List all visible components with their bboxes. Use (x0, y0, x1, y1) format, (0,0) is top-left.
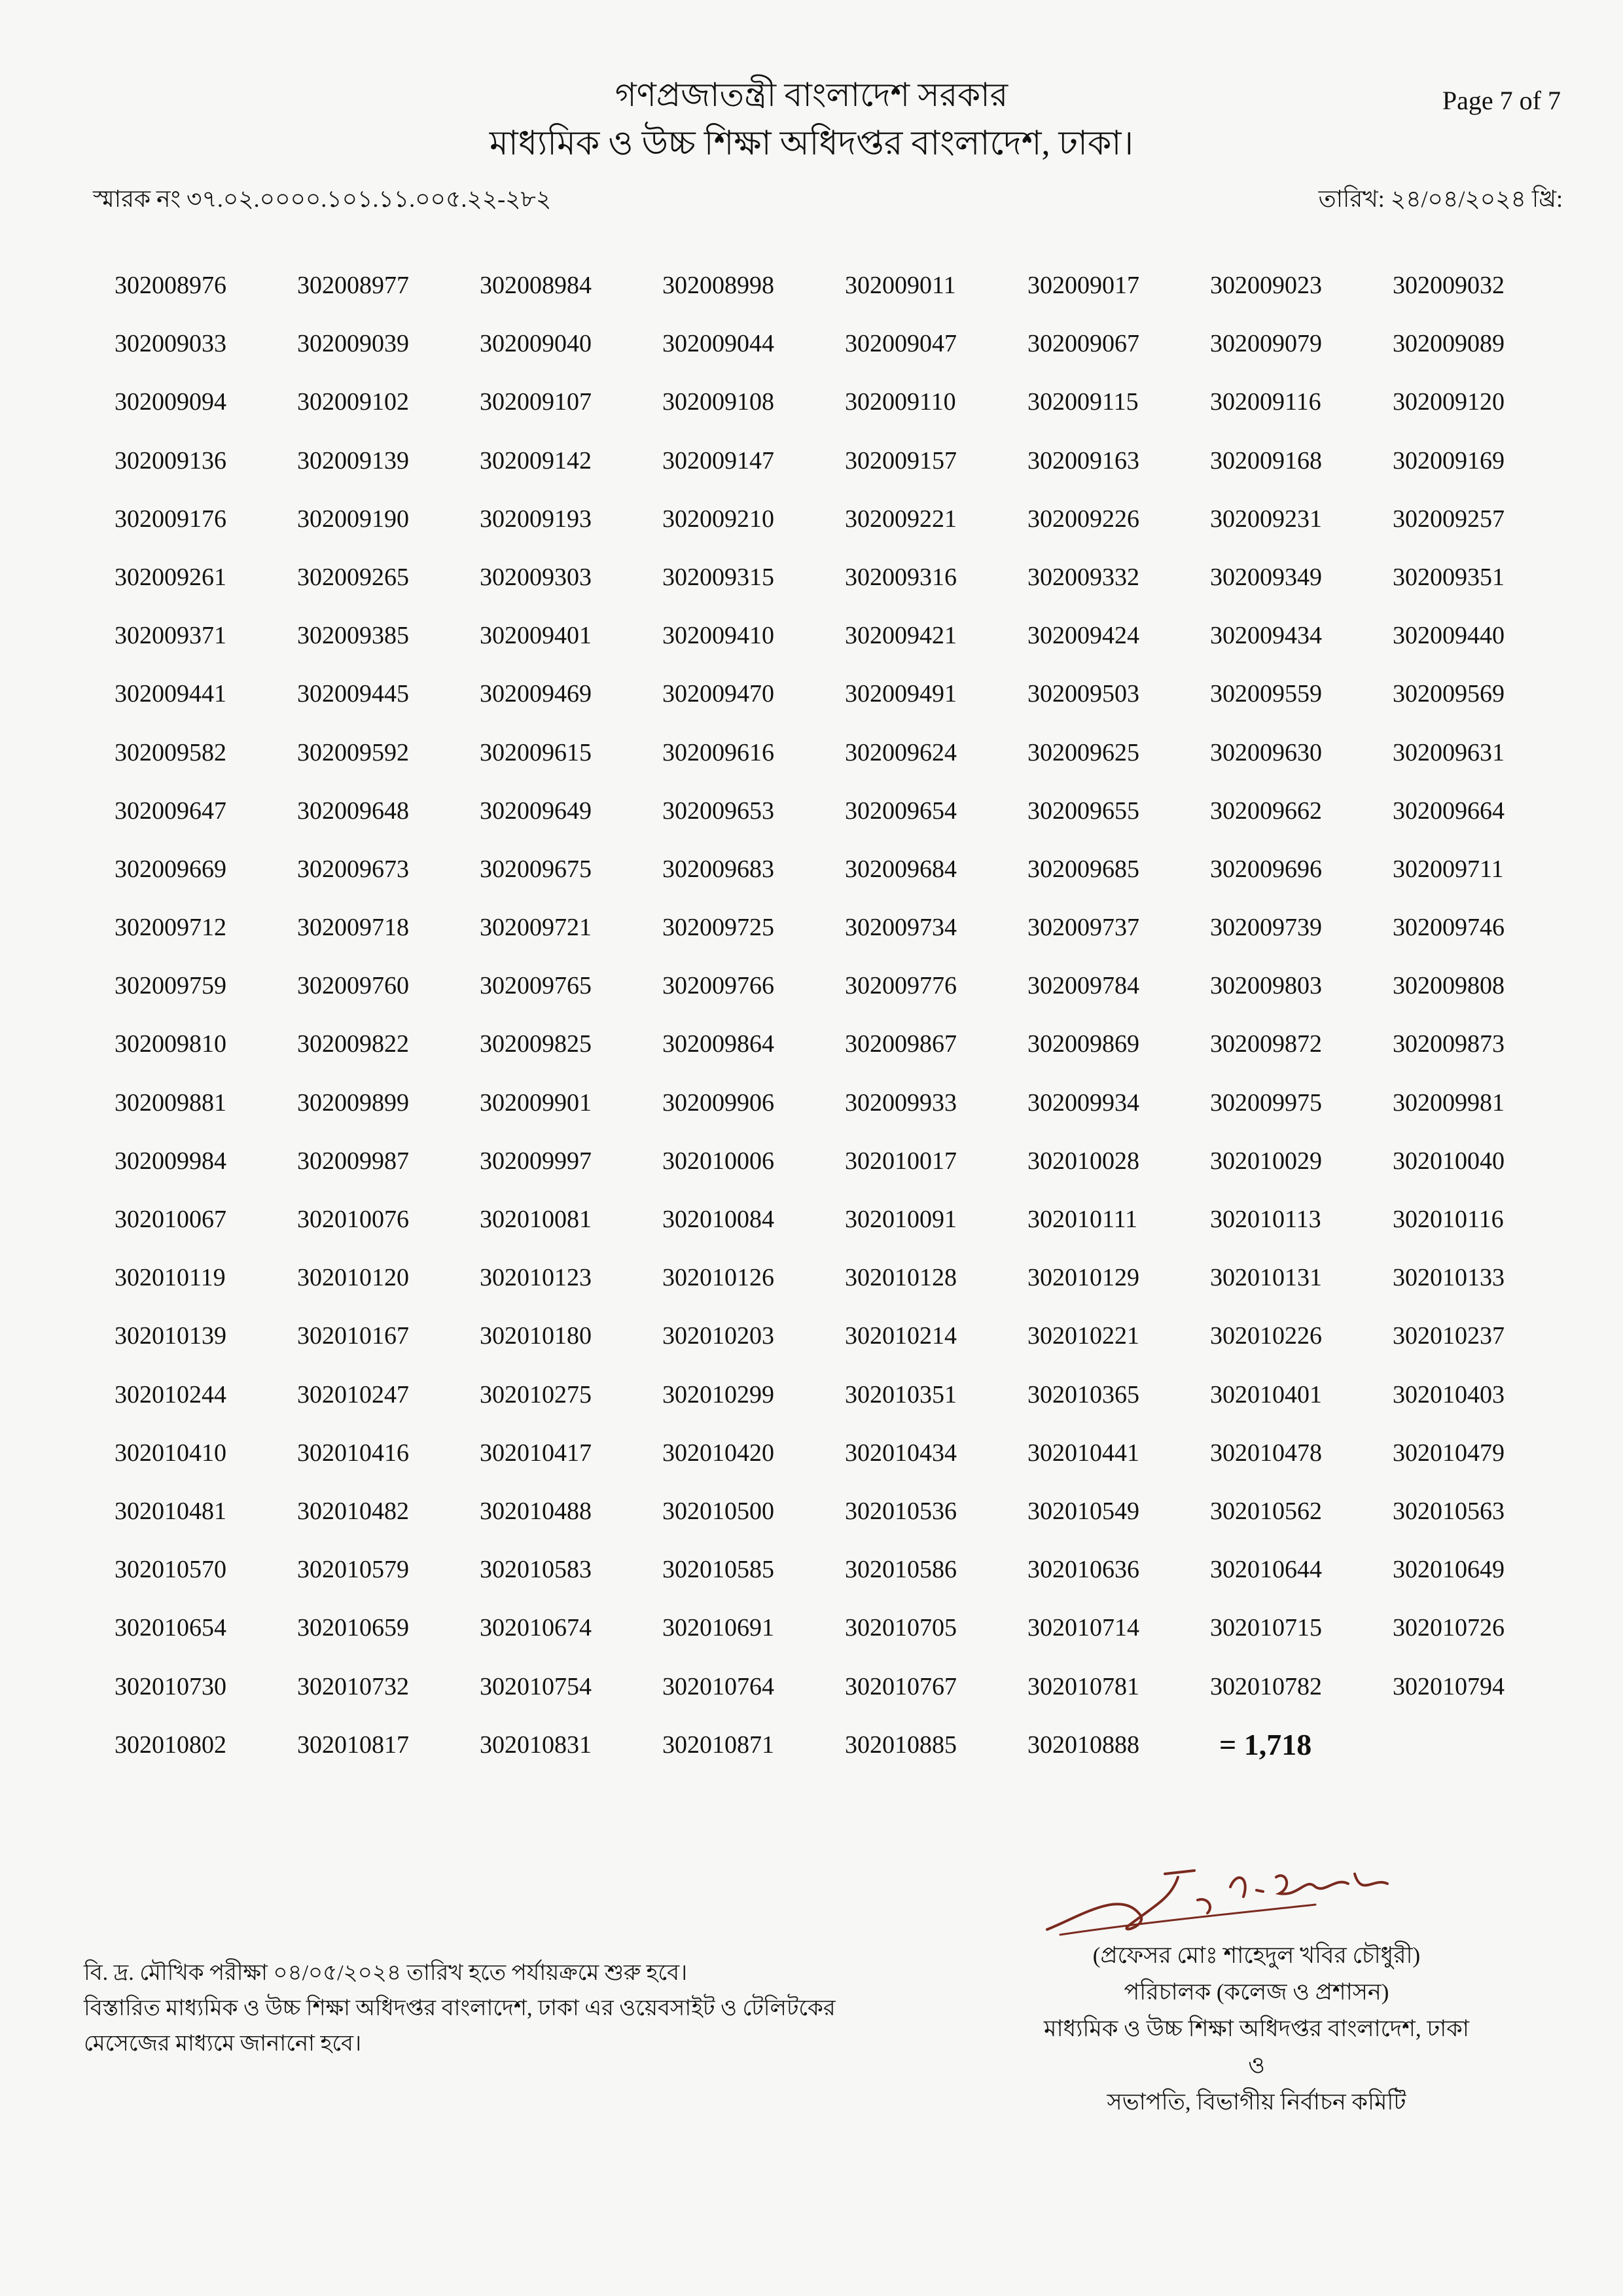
roll-number: 302010579 (297, 1556, 409, 1584)
signatory-conjunction: ও (1248, 2053, 1265, 2078)
roll-number: 302009139 (297, 446, 409, 475)
roll-number: 302010040 (1393, 1147, 1505, 1175)
signatory-title: পরিচালক (কলেজ ও প্রশাসন) (1124, 1979, 1389, 2005)
roll-number: 302009120 (1393, 388, 1505, 416)
roll-number: 302009116 (1210, 388, 1321, 416)
footnote (84, 1956, 1013, 2062)
roll-number: 302010123 (480, 1264, 592, 1292)
roll-number: 302009221 (845, 505, 957, 533)
roll-number: 302010714 (1027, 1614, 1139, 1642)
roll-number: 302009975 (1210, 1088, 1322, 1117)
roll-number: 302009332 (1027, 563, 1139, 591)
roll-number: 302010247 (297, 1380, 409, 1408)
roll-number: 302010167 (297, 1322, 409, 1350)
page-number: Page 7 of 7 (1442, 86, 1561, 115)
roll-number: 302010403 (1393, 1380, 1505, 1408)
roll-number: 302009047 (845, 330, 957, 358)
roll-number: 302009766 (662, 972, 774, 1000)
roll-number: 302010417 (480, 1439, 592, 1467)
roll-number: 302009984 (115, 1147, 226, 1175)
roll-number: 302010401 (1210, 1380, 1322, 1408)
roll-number: 302009303 (480, 563, 592, 591)
roll-number: 302009569 (1393, 680, 1505, 708)
roll-number: 302010562 (1210, 1497, 1322, 1525)
total-count: = 1,718 (1219, 1727, 1312, 1761)
signatory-name: (প্রফেসর মোঃ শাহেদুল খবির চৌধুরী) (1092, 1943, 1421, 1968)
roll-number: 302010482 (297, 1497, 409, 1525)
roll-number: 302009592 (297, 738, 409, 766)
roll-number: 302009867 (845, 1030, 957, 1058)
roll-number: 302009157 (845, 446, 957, 475)
roll-number: 302009440 (1393, 622, 1505, 650)
roll-number: 302010129 (1027, 1264, 1139, 1292)
roll-number: 302010781 (1027, 1672, 1139, 1700)
roll-number: 302010500 (662, 1497, 774, 1525)
roll-number: 302009017 (1027, 272, 1139, 299)
roll-number: 302008977 (297, 272, 409, 299)
roll-number: 302009649 (480, 797, 592, 825)
roll-number: 302010636 (1027, 1556, 1139, 1584)
roll-number: 302009906 (662, 1088, 774, 1117)
roll-number: 302009872 (1210, 1030, 1322, 1058)
roll-number: 302009684 (845, 855, 957, 883)
roll-number: 302009469 (480, 680, 592, 708)
roll-number: 302009810 (115, 1030, 226, 1058)
roll-number: 302009675 (480, 855, 592, 883)
roll-number: 302010888 (1027, 1731, 1139, 1759)
roll-number: 302010536 (845, 1497, 957, 1525)
roll-number: 302010299 (662, 1380, 774, 1408)
roll-number: 302010275 (480, 1380, 592, 1408)
roll-number: 302009746 (1393, 914, 1505, 942)
roll-number: 302010549 (1027, 1497, 1139, 1525)
roll-number: 302009934 (1027, 1088, 1139, 1117)
roll-number: 302010416 (297, 1439, 409, 1467)
roll-number: 302009089 (1393, 330, 1505, 358)
roll-number: 302009371 (115, 622, 226, 650)
roll-number: 302010119 (115, 1264, 226, 1292)
roll-number: 302010131 (1210, 1264, 1322, 1292)
roll-number: 302010084 (662, 1206, 774, 1233)
roll-number: 302010659 (297, 1614, 409, 1642)
roll-number: 302009685 (1027, 855, 1139, 883)
roll-number: 302009044 (662, 330, 774, 358)
memo-number: স্মারক নং ৩৭.০২.০০০০.১০১.১১.০০৫.২২-২৮২ (93, 186, 552, 212)
roll-number: 302009737 (1027, 914, 1139, 942)
roll-number: 302009421 (845, 622, 957, 650)
roll-number: 302009712 (115, 914, 226, 942)
roll-number: 302009624 (845, 738, 957, 766)
roll-number: 302008998 (662, 272, 774, 299)
roll-number: 302010644 (1210, 1556, 1322, 1584)
roll-number: 302009107 (480, 388, 592, 416)
roll-number: 302010351 (845, 1380, 957, 1408)
roll-number: 302009655 (1027, 797, 1139, 825)
roll-number: 302010817 (297, 1731, 409, 1759)
roll-number: 302010583 (480, 1556, 592, 1584)
roll-number: 302009032 (1393, 272, 1505, 299)
roll-number: 302009102 (297, 388, 409, 416)
roll-number: 302009115 (1027, 388, 1139, 416)
roll-number: 302009822 (297, 1030, 409, 1058)
roll-number: 302009615 (480, 738, 592, 766)
roll-number: 302009108 (662, 388, 774, 416)
roll-number: 302009825 (480, 1030, 592, 1058)
roll-number: 302009441 (115, 680, 226, 708)
signature (1041, 1851, 1407, 1949)
roll-number: 302009147 (662, 446, 774, 475)
roll-number: 302009434 (1210, 622, 1322, 650)
roll-number: 302009094 (115, 388, 226, 416)
roll-number: 302009631 (1393, 738, 1505, 766)
footnote-line: বি. দ্র. মৌখিক পরীক্ষা ০৪/০৫/২০২৪ তারিখ হতে পর্যায়ক্রমে শুরু হবে। (84, 1961, 688, 1985)
roll-number: 302010365 (1027, 1380, 1139, 1408)
roll-number: 302010488 (480, 1497, 592, 1525)
roll-number: 302010586 (845, 1556, 957, 1584)
roll-number: 302008976 (115, 272, 226, 299)
roll-number: 302009261 (115, 563, 226, 591)
roll-number: 302009997 (480, 1147, 592, 1175)
roll-number: 302009662 (1210, 797, 1322, 825)
roll-number: 302009759 (115, 972, 226, 1000)
roll-number: 302009739 (1210, 914, 1322, 942)
roll-number: 302010715 (1210, 1614, 1322, 1642)
roll-number: 302010067 (115, 1206, 226, 1233)
roll-number: 302010128 (845, 1264, 957, 1292)
roll-number: 302010113 (1210, 1206, 1321, 1233)
roll-number: 302009648 (297, 797, 409, 825)
roll-number: 302009257 (1393, 505, 1505, 533)
roll-number: 302009647 (115, 797, 226, 825)
roll-number: 302009673 (297, 855, 409, 883)
roll-number: 302009193 (480, 505, 592, 533)
roll-number: 302009176 (115, 505, 226, 533)
roll-number: 302009630 (1210, 738, 1322, 766)
roll-number: 302009503 (1027, 680, 1139, 708)
roll-number: 302010116 (1393, 1206, 1504, 1233)
roll-number: 302010794 (1393, 1672, 1505, 1700)
roll-number: 302010017 (845, 1147, 957, 1175)
roll-number: 302010111 (1027, 1206, 1138, 1233)
roll-number: 302010120 (297, 1264, 409, 1292)
roll-number: 302010028 (1027, 1147, 1139, 1175)
roll-number: 302009470 (662, 680, 774, 708)
roll-number: 302009718 (297, 914, 409, 942)
roll-number: 302010203 (662, 1322, 774, 1350)
roll-number: 302010479 (1393, 1439, 1505, 1467)
roll-number: 302010782 (1210, 1672, 1322, 1700)
header-subtitle: মাধ্যমিক ও উচ্চ শিক্ষা অধিদপ্তর বাংলাদেশ, ঢাকা। (489, 125, 1134, 162)
roll-number: 302009410 (662, 622, 774, 650)
roll-number: 302009491 (845, 680, 957, 708)
roll-number: 302009226 (1027, 505, 1139, 533)
roll-number: 302010221 (1027, 1322, 1139, 1350)
roll-number: 302009401 (480, 622, 592, 650)
roll-number: 302009445 (297, 680, 409, 708)
roll-number: 302009987 (297, 1147, 409, 1175)
roll-number: 302010654 (115, 1614, 226, 1642)
roll-number: 302008984 (480, 272, 592, 299)
roll-number: 302009616 (662, 738, 774, 766)
roll-number: 302009669 (115, 855, 226, 883)
roll-number: 302010802 (115, 1731, 226, 1759)
roll-number: 302009023 (1210, 272, 1322, 299)
roll-number: 302009899 (297, 1088, 409, 1117)
roll-number: 302010691 (662, 1614, 774, 1642)
roll-number: 302010029 (1210, 1147, 1322, 1175)
footnote-line: মেসেজের মাধ্যমে জানানো হবে। (84, 2032, 362, 2056)
roll-number: 302010226 (1210, 1322, 1322, 1350)
roll-number: 302009654 (845, 797, 957, 825)
roll-number: 302009079 (1210, 330, 1322, 358)
roll-number: 302010649 (1393, 1556, 1505, 1584)
roll-number: 302009734 (845, 914, 957, 942)
roll-number: 302009265 (297, 563, 409, 591)
roll-number: 302009653 (662, 797, 774, 825)
roll-number: 302010705 (845, 1614, 957, 1642)
roll-number: 302009776 (845, 972, 957, 1000)
roll-number: 302009033 (115, 330, 226, 358)
roll-number: 302010885 (845, 1731, 957, 1759)
signatory-office: মাধ্যমিক ও উচ্চ শিক্ষা অধিদপ্তর বাংলাদেশ, ঢাকা (1044, 2016, 1469, 2041)
roll-number: 302010214 (845, 1322, 957, 1350)
roll-number: 302009011 (845, 272, 956, 299)
roll-number: 302010006 (662, 1147, 774, 1175)
roll-number: 302009190 (297, 505, 409, 533)
signatory-role: সভাপতি, বিভাগীয় নির্বাচন কমিটি (1107, 2089, 1406, 2115)
roll-number: 302010244 (115, 1380, 226, 1408)
roll-number: 302009725 (662, 914, 774, 942)
roll-number: 302009721 (480, 914, 592, 942)
roll-number: 302009784 (1027, 972, 1139, 1000)
roll-number: 302010434 (845, 1439, 957, 1467)
roll-number: 302009231 (1210, 505, 1322, 533)
roll-number: 302010732 (297, 1672, 409, 1700)
issue-date: তারিখ: ২৪/০৪/২০২৪ খ্রি: (1318, 186, 1563, 212)
roll-number: 302010831 (480, 1731, 592, 1759)
roll-number: 302009349 (1210, 563, 1322, 591)
roll-number: 302010420 (662, 1439, 774, 1467)
roll-number: 302009901 (480, 1088, 592, 1117)
roll-number: 302009803 (1210, 972, 1322, 1000)
roll-number: 302009351 (1393, 563, 1505, 591)
roll-number: 302009163 (1027, 446, 1139, 475)
roll-number: 302009315 (662, 563, 774, 591)
roll-number: 302009169 (1393, 446, 1505, 475)
signatory-block (942, 1937, 1571, 2121)
roll-number: 302010726 (1393, 1614, 1505, 1642)
roll-number: 302009316 (845, 563, 957, 591)
roll-number: 302010478 (1210, 1439, 1322, 1467)
roll-number: 302010481 (115, 1497, 226, 1525)
roll-number: 302010563 (1393, 1497, 1505, 1525)
roll-number: 302009981 (1393, 1088, 1505, 1117)
roll-number: 302010133 (1393, 1264, 1505, 1292)
roll-number: 302010126 (662, 1264, 774, 1292)
roll-number: 302009210 (662, 505, 774, 533)
footnote-line: বিস্তারিত মাধ্যমিক ও উচ্চ শিক্ষা অধিদপ্তর বাংলাদেশ, ঢাকা এর ওয়েবসাইট ও টেলিটকের (84, 1996, 836, 2020)
roll-number: 302010570 (115, 1556, 226, 1584)
roll-number: 302010091 (845, 1206, 957, 1233)
roll-number: 302010410 (115, 1439, 226, 1467)
roll-number: 302010585 (662, 1556, 774, 1584)
roll-number: 302010076 (297, 1206, 409, 1233)
header-title: গণপ্রজাতন্ত্রী বাংলাদেশ সরকার (615, 77, 1008, 113)
roll-number: 302010754 (480, 1672, 592, 1700)
roll-number: 302010139 (115, 1322, 226, 1350)
roll-number: 302010871 (662, 1731, 774, 1759)
roll-number: 302009039 (297, 330, 409, 358)
roll-number: 302009136 (115, 446, 226, 475)
roll-number: 302010081 (480, 1206, 592, 1233)
roll-number: 302010730 (115, 1672, 226, 1700)
roll-number: 302009559 (1210, 680, 1322, 708)
roll-number: 302009760 (297, 972, 409, 1000)
roll-number: 302009040 (480, 330, 592, 358)
roll-number: 302009864 (662, 1030, 774, 1058)
roll-number: 302009110 (845, 388, 956, 416)
roll-number: 302009664 (1393, 797, 1505, 825)
roll-number-grid (115, 262, 1575, 1780)
roll-number: 302009625 (1027, 738, 1139, 766)
roll-number: 302009424 (1027, 622, 1139, 650)
roll-number: 302009869 (1027, 1030, 1139, 1058)
roll-number: 302010764 (662, 1672, 774, 1700)
roll-number: 302009711 (1393, 855, 1504, 883)
roll-number: 302009765 (480, 972, 592, 1000)
roll-number: 302009168 (1210, 446, 1322, 475)
roll-number: 302009067 (1027, 330, 1139, 358)
roll-number: 302009873 (1393, 1030, 1505, 1058)
roll-number: 302010441 (1027, 1439, 1139, 1467)
roll-number: 302010767 (845, 1672, 957, 1700)
roll-number: 302009683 (662, 855, 774, 883)
roll-number: 302009582 (115, 738, 226, 766)
roll-number: 302009385 (297, 622, 409, 650)
roll-number: 302010180 (480, 1322, 592, 1350)
roll-number: 302009933 (845, 1088, 957, 1117)
roll-number: 302010674 (480, 1614, 592, 1642)
roll-number: 302009696 (1210, 855, 1322, 883)
roll-number: 302010237 (1393, 1322, 1505, 1350)
roll-number: 302009142 (480, 446, 592, 475)
roll-number: 302009881 (115, 1088, 226, 1117)
roll-number: 302009808 (1393, 972, 1505, 1000)
